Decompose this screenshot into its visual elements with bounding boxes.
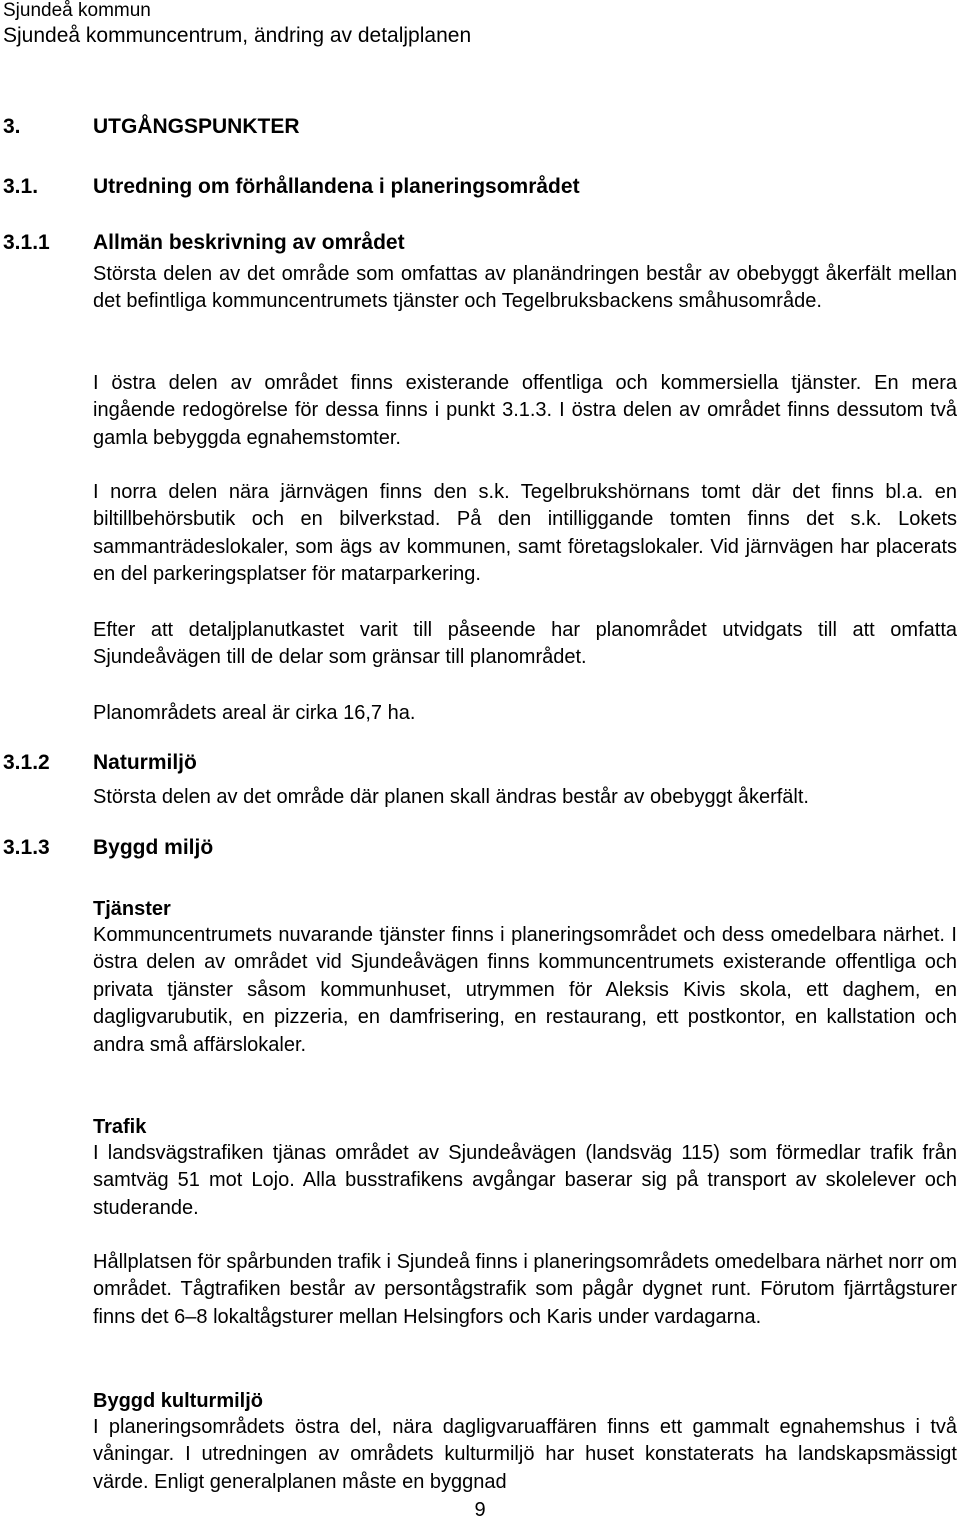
tjanster-paragraph: Kommuncentrumets nuvarande tjänster finns i planeringsområdet och dess omedelbara närhet. I östra delen av området vid Sjundeåvägen finns kommuncentrumets existerande offentliga och privata tjänster såsom kommunhuset, utrymmen för Aleksis Kivis skola, ett daghem, en dagligvarubutik, en pizzeria, en damfrisering, en restaurang, ett postkontor, en kallstation och andra små affärslokaler.: [93, 924, 957, 1056]
section-3-1-title: Utredning om förhållandena i planeringsområdet: [93, 175, 580, 198]
section-3-1-3-number: 3.1.3: [3, 836, 50, 859]
section-3-1-1-paragraph-4: Efter att detaljplanutkastet varit till påseende har planområdet utvidgats till att omfatta Sjundeåvägen till de delar som gränsar till planområdet.: [93, 619, 957, 669]
trafik-paragraph-1: I landsvägstrafiken tjänas området av Sjundeåvägen (landsväg 115) som förmedlar trafik från samtväg 51 mot Lojo. Alla busstrafikens avgångar baserar sig på transport av skolelever och studerande.: [93, 1142, 957, 1219]
section-3-1-1-paragraph-1: Största delen av det område som omfattas av planändringen består av obebyggt åkerfält mellan det befintliga kommuncentrumets tjänster och Tegelbruksbackens småhusområde.: [93, 263, 957, 313]
section-3-1-1-title: Allmän beskrivning av området: [93, 231, 405, 254]
section-3-1-1-number: 3.1.1: [3, 231, 50, 254]
section-3-1-1-paragraph-5: Planområdets areal är cirka 16,7 ha.: [93, 702, 416, 724]
page-number: 9: [474, 1499, 486, 1521]
section-3-1-1-paragraph-3: I norra delen nära järnvägen finns den s.k. Tegelbrukshörnans tomt där det finns bl.a. en biltillbehörsbutik och en bilverkstad. På den intilliggande tomten finns det s.k. Lokets sammanträdeslokaler, som ägs av kommunen, samt företagslokaler. Vid järnvägen har placerats en del parkeringsplatser för matarparkering.: [93, 481, 957, 586]
section-3-1-2-number: 3.1.2: [3, 751, 50, 774]
subheading-tjanster: Tjänster: [93, 898, 171, 920]
section-3-1-3-title: Byggd miljö: [93, 836, 214, 859]
subheading-byggd-kulturmiljo: Byggd kulturmiljö: [93, 1390, 263, 1412]
document-header-title: Sjundeå kommuncentrum, ändring av detaljplanen: [3, 24, 472, 47]
document-header-organization: Sjundeå kommun: [3, 0, 151, 21]
section-3-1-number: 3.1.: [3, 175, 39, 198]
section-3-1-2-title: Naturmiljö: [93, 751, 197, 774]
subheading-trafik: Trafik: [93, 1116, 147, 1138]
section-3-1-2-paragraph-1: Största delen av det område där planen skall ändras består av obebyggt åkerfält.: [93, 786, 809, 808]
chapter-number: 3.: [3, 115, 21, 138]
section-3-1-1-paragraph-2: I östra delen av området finns existerande offentliga och kommersiella tjänster. En mera ingående redogörelse för dessa finns i punkt 3.1.3. I östra delen av området finns dessutom två gamla bebyggda egnahemstomter.: [93, 372, 957, 449]
chapter-title: UTGÅNGSPUNKTER: [93, 115, 300, 138]
trafik-paragraph-2: Hållplatsen för spårbunden trafik i Sjundeå finns i planeringsområdets omedelbara närhet norr om området. Tågtrafiken består av persontågstrafik som pågår dygnet runt. Förutom fjärrtågsturer finns det 6–8 lokaltågsturer mellan Helsingfors och Karis under vardagarna.: [93, 1251, 957, 1328]
byggd-kulturmiljo-paragraph: I planeringsområdets östra del, nära dagligvaruaffären finns ett gammalt egnahemshus i två våningar. I utredningen av områdets kulturmiljö har huset konstaterats ha landskapsmässigt värde. Enligt generalplanen måste en byggnad: [93, 1416, 957, 1493]
